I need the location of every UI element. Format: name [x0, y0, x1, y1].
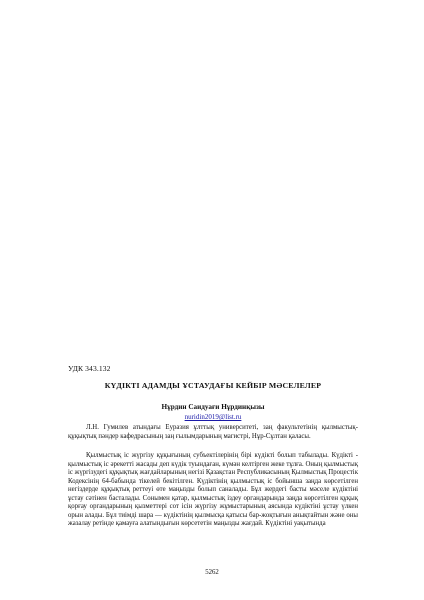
article-title: КҮДІКТІ АДАМДЫ ҰСТАУДАҒЫ КЕЙБІР МӘСЕЛЕЛЕР: [104, 381, 322, 390]
body-paragraph: Қылмыстық іс жүргізу құқығының субъектілерінің бірі күдікті болып табылады. Күдікті - қылмыстық іс әрекетті жасады деп күдік туындаған, күмән келтірген жеке тұлға. Оның қылмыстық іс жүргізудегі құқықтық жағдайларының негізі Қазақстан Республикасының Қылмыстық Процестік Кодексінің 64-бабында тікелей бекітілген. Күдіктінің қылмыстық іс бойынша заңда көрсетілген негіздерде құқықтық реттеуі өте маңызды болып саналады. Бұл жердегі басты мәселе күдіктіні ұстау сәтінен басталады. Сонымен қатар, қылмыстық іздеу органдарында заңда көрсетілген құқық қорғау органдарының қызметтері сот ісін жүргізу жұмыстарының аясында күдіктіні ұстау үлкен орын алады. Бұл тиімді шара — күдіктінің қылмысқа қатысы бар-жоқтығын анықтайтын және оны жазалау ретінде қамауға алатындығын көрсететін маңызды жағдай. Күдіктіні уақытында: [68, 452, 358, 528]
article-body: [68, 452, 358, 529]
author-email-link[interactable]: nuridin2019@list.ru: [184, 413, 242, 421]
page-number: 5262: [205, 569, 219, 576]
author-name: Нұрдин Саидуағи Нұрдинқызы: [161, 403, 265, 411]
author-affiliation: Л.Н. Гумилев атындағы Еуразия ұлттық университеті, заң факультетінің қылмыстық-құқықтық пәндер кафедрасының заң ғылымдарының магистрі, Нұр-Сұлтан қаласы.: [68, 424, 358, 441]
udk-code: УДК 343.132: [68, 364, 111, 373]
